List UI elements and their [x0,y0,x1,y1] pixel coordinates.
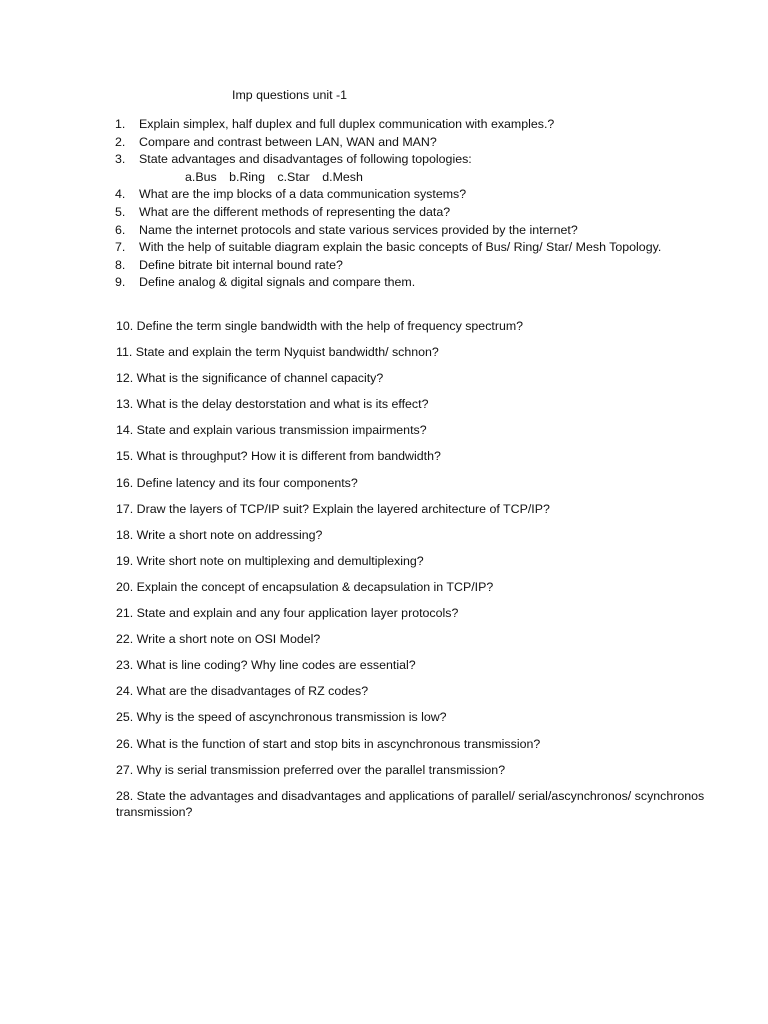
question-item: 17. Draw the layers of TCP/IP suit? Explain the layered architecture of TCP/IP? [116,501,550,516]
question-text: Explain simplex, half duplex and full duplex communication with examples.? [139,117,555,131]
topology-options [115,169,715,187]
question-item: 26. What is the function of start and stop bits in ascynchronous transmission? [116,736,541,751]
question-text: What are the different methods of representing the data? [139,204,451,219]
option-ring: b.Ring [229,169,265,184]
question-item: 13. What is the delay destorstation and what is its effect? [116,397,429,412]
question-text: What are the imp blocks of a data communication systems? [139,187,467,202]
list-number: 5. [115,204,126,219]
question-item: 27. Why is serial transmission preferred over the parallel transmission? [116,762,506,777]
list-number: 6. [115,222,126,237]
question-item: 14. State and explain various transmission impairments? [116,423,427,438]
question-text: With the help of suitable diagram explain the basic concepts of Bus/ Ring/ Star/ Mesh Topology. [139,240,662,255]
list-item [115,186,715,204]
question-text: State advantages and disadvantages of following topologies: [139,152,472,167]
question-item: 11. State and explain the term Nyquist bandwidth/ schnon? [116,345,439,360]
numbered-list [115,116,715,292]
list-number: 9. [115,275,126,290]
question-list [116,318,716,830]
question-text: Define analog & digital signals and compare them. [139,275,416,290]
list-number: 4. [115,187,126,202]
option-bus: a.Bus [185,169,217,184]
list-item [115,151,715,169]
question-item: 25. Why is the speed of ascynchronous transmission is low? [116,710,447,725]
question-item: 21. State and explain and any four application layer protocols? [116,606,459,621]
question-item: 16. Define latency and its four components? [116,475,358,490]
page-title: Imp questions unit -1 [232,88,348,102]
question-item: 24. What are the disadvantages of RZ codes? [116,684,369,699]
list-number: 8. [115,257,126,272]
option-mesh: d.Mesh [322,169,363,184]
list-item [115,222,715,240]
question-text: Define bitrate bit internal bound rate? [139,257,343,272]
question-item: 22. Write a short note on OSI Model? [116,632,321,647]
question-item: 20. Explain the concept of encapsulation & decapsulation in TCP/IP? [116,579,494,594]
question-text: Name the internet protocols and state various services provided by the internet? [139,222,578,237]
question-item: 18. Write a short note on addressing? [116,527,323,542]
question-text: Compare and contrast between LAN, WAN and MAN? [139,134,437,149]
list-item [115,274,715,292]
list-item [115,257,715,275]
list-item [115,239,715,257]
option-star: c.Star [277,169,310,184]
list-item [115,116,715,134]
question-item: 12. What is the significance of channel capacity? [116,371,384,386]
question-item: 10. Define the term single bandwidth with the help of frequency spectrum? [116,319,524,333]
list-item [115,134,715,152]
list-item [115,204,715,222]
list-number: 2. [115,134,126,149]
question-item: 15. What is throughput? How it is different from bandwidth? [116,449,441,464]
list-number: 7. [115,240,126,255]
question-item: 28. State the advantages and disadvantages and applications of parallel/ serial/ascynchronos/ scynchronos transmission? [116,788,705,820]
question-item: 19. Write short note on multiplexing and demultiplexing? [116,553,424,568]
list-number: 1. [115,117,126,131]
question-item: 23. What is line coding? Why line codes are essential? [116,658,416,673]
list-number: 3. [115,152,126,167]
